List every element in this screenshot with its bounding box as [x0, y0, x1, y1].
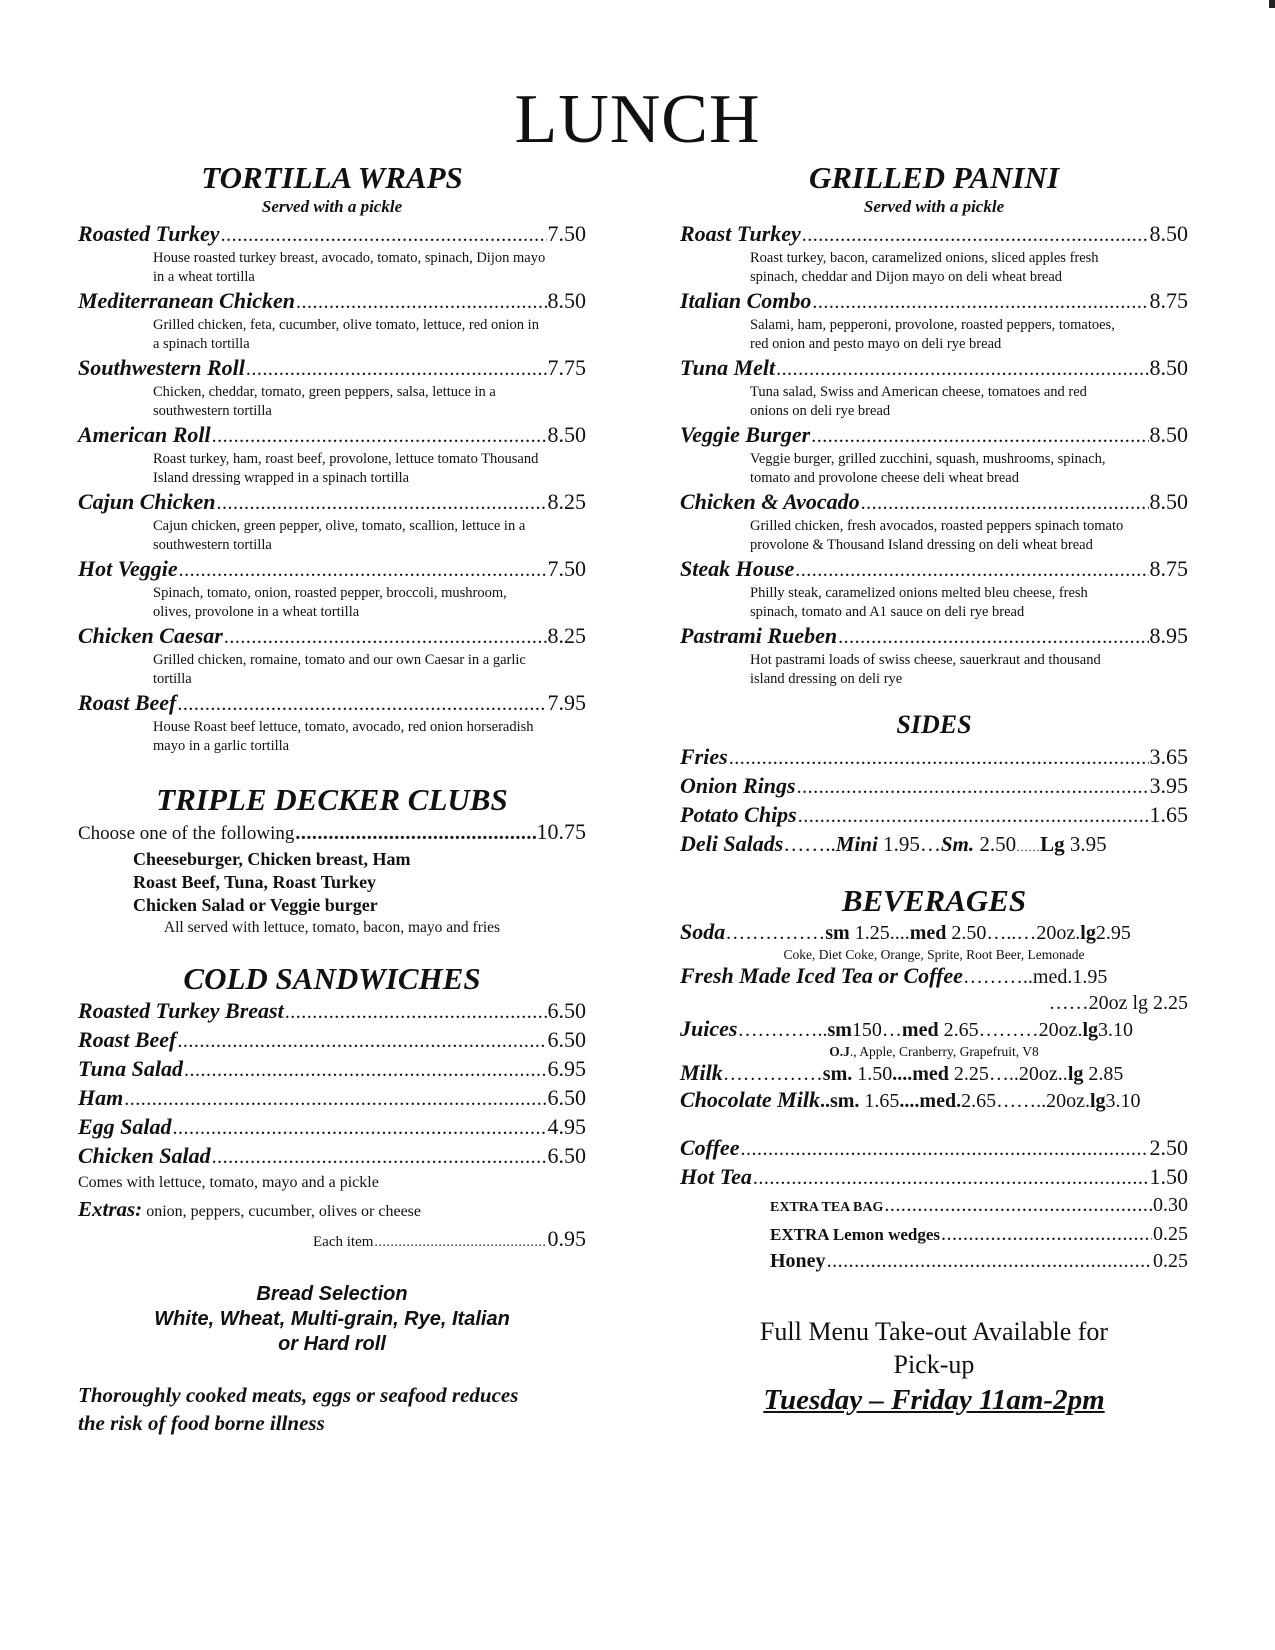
dot-leader: [224, 623, 547, 651]
menu-item: [680, 772, 1188, 801]
item-name: Fresh Made Iced Tea or Coffee: [680, 963, 963, 988]
item-description: House Roast beef lettuce, tomato, avocado, red onion horseradish mayo in a garlic tortilla: [153, 719, 534, 754]
item-price: 1.50: [1149, 1164, 1188, 1189]
clubs-option-line: Cheeseburger, Chicken breast, Ham: [133, 849, 411, 869]
dot-leader: [884, 1192, 1152, 1219]
dot-leader: [802, 221, 1149, 249]
item-description: Roast turkey, bacon, caramelized onions, sliced apples fresh spinach, cheddar and Dijon mayo on deli wheat bread: [750, 250, 1099, 285]
size-price: med.1.95: [1032, 966, 1108, 988]
tortilla-wraps-section: [78, 160, 586, 756]
item-description: Cajun chicken, green pepper, olive, tomato, scallion, lettuce in a southwestern tortilla: [153, 518, 526, 553]
juice-flavor-list: ., Apple, Cranberry, Grapefruit, V8: [849, 1044, 1039, 1059]
honey-row: [680, 1248, 1188, 1275]
item-name: Tuna Melt: [680, 355, 776, 380]
item-description: Hot pastrami loads of swiss cheese, sauerkraut and thousand island dressing on deli rye: [750, 652, 1101, 687]
item-name: Egg Salad: [78, 1114, 172, 1139]
item-name: Ham: [78, 1085, 124, 1110]
item-description: Grilled chicken, fresh avocados, roasted peppers spinach tomato provolone & Thousand Island dressing on deli wheat bread: [750, 518, 1124, 553]
item-price: 8.50: [1149, 221, 1188, 246]
size-price: 150: [851, 1019, 882, 1041]
size-label: lg: [1067, 1063, 1084, 1085]
warning-line: Thoroughly cooked meats, eggs or seafood reduces: [78, 1383, 519, 1407]
takeout-line: Full Menu Take-out Available for: [759, 1317, 1109, 1346]
item-name: Chicken & Avocado: [680, 489, 860, 514]
chocolate-milk-row: Chocolate Milk..sm. 1.65....med.2.65……..20oz.lg3.10: [680, 1087, 1141, 1112]
item-price: 6.50: [547, 998, 586, 1023]
item-name: Veggie Burger: [680, 422, 811, 447]
size-label: lg: [1080, 922, 1096, 944]
size-price: 3.95: [1069, 832, 1107, 856]
takeout-hours: Tuesday – Friday 11am-2pm: [763, 1384, 1105, 1416]
size-price: 1.95: [883, 832, 920, 856]
spacer: [680, 861, 1188, 883]
item-name: Chicken Caesar: [78, 623, 223, 648]
dot-leader: [838, 623, 1148, 651]
size-label: Mini: [835, 832, 878, 856]
item-name: Mediterranean Chicken: [78, 288, 295, 313]
item-name: Pastrami Rueben: [680, 623, 838, 648]
item-price: 7.50: [547, 221, 586, 246]
dot-leader: [795, 556, 1148, 584]
menu-item: [78, 1026, 586, 1055]
item-price: 8.50: [1149, 422, 1188, 447]
clubs-price: 10.75: [536, 819, 586, 844]
size-price: 2.65: [943, 1019, 979, 1041]
left-column: [78, 160, 586, 1437]
dot-leader: [374, 1230, 546, 1256]
cold-sandwiches-section: [78, 961, 586, 1256]
section-heading: TORTILLA WRAPS: [201, 160, 463, 195]
bread-options-line: White, Wheat, Multi-grain, Rye, Italian: [154, 1308, 510, 1330]
item-description: House roasted turkey breast, avocado, tomato, spinach, Dijon mayo in a wheat tortilla: [153, 250, 546, 285]
size-label: sm.: [822, 1063, 853, 1085]
size-price: 2.25: [953, 1063, 989, 1085]
item-description: Salami, ham, pepperoni, provolone, roasted peppers, tomatoes, red onion and pesto mayo on deli rye bread: [750, 317, 1115, 352]
item-name: Juices: [680, 1016, 738, 1041]
size-label: sm.: [829, 1090, 860, 1112]
item-price: 0.30: [1153, 1194, 1188, 1216]
menu-item: [680, 555, 1188, 622]
extra-tea-bag-row: [680, 1192, 1188, 1221]
item-name: Deli Salads: [680, 831, 784, 856]
spacer: [78, 1357, 586, 1381]
size-price: 1.25: [854, 922, 890, 944]
item-name: Onion Rings: [680, 773, 796, 798]
item-price: 4.95: [547, 1114, 586, 1139]
menu-item: [78, 1084, 586, 1113]
section-subheading: Served with a pickle: [261, 197, 403, 216]
item-name: Roast Turkey: [680, 221, 801, 246]
dot-leader: [179, 556, 547, 584]
spacer: [680, 1114, 1188, 1134]
milk-row: Milk……………sm. 1.50....med 2.25…..20oz..lg 2.85: [680, 1060, 1124, 1085]
item-name: Roasted Turkey Breast: [78, 998, 284, 1023]
item-price: 6.50: [547, 1143, 586, 1168]
menu-item: [680, 421, 1188, 488]
beverages-section: [680, 883, 1188, 1275]
menu-item: [78, 220, 586, 287]
item-name: Italian Combo: [680, 288, 812, 313]
dot-leader: [124, 1085, 546, 1113]
menu-item: [680, 488, 1188, 555]
item-price: 6.50: [547, 1085, 586, 1110]
bread-selection: [78, 1282, 586, 1357]
bread-options-line: or Hard roll: [278, 1333, 386, 1355]
soda-flavors: Coke, Diet Coke, Orange, Sprite, Root Beer, Lemonade: [783, 947, 1085, 962]
dot-leader: [296, 288, 547, 316]
spacer: [680, 689, 1188, 707]
item-name: Chicken Salad: [78, 1143, 211, 1168]
bread-heading: Bread Selection: [256, 1283, 408, 1305]
item-price: 8.50: [547, 288, 586, 313]
item-name: Tuna Salad: [78, 1056, 183, 1081]
soda-row: Soda……………sm 1.25....med 2.50…..…20oz.lg2.95: [680, 919, 1131, 944]
section-heading: BEVERAGES: [841, 883, 1027, 918]
item-name: EXTRA Lemon wedges: [770, 1225, 941, 1244]
menu-item: [78, 1055, 586, 1084]
menu-item: [680, 220, 1188, 287]
dot-leader: [827, 1248, 1152, 1275]
menu-item: [680, 287, 1188, 354]
size-label: sm: [827, 1019, 852, 1041]
clubs-option-line: Chicken Salad or Veggie burger: [133, 895, 378, 915]
item-price: 8.25: [547, 623, 586, 648]
size-label: med.: [919, 1090, 962, 1112]
size-price: 3.10: [1098, 1019, 1134, 1041]
clubs-note: All served with lettuce, tomato, bacon, mayo and fries: [163, 919, 501, 936]
spacer: [78, 1256, 586, 1282]
dot-leader: [173, 1114, 547, 1142]
size-price: 2.85: [1088, 1063, 1124, 1085]
spacer: [680, 1275, 1188, 1315]
size-prefix: 20oz.: [1036, 922, 1081, 944]
item-name: Steak House: [680, 556, 795, 581]
triple-decker-clubs-section: [78, 782, 586, 939]
dot-leader: [797, 774, 1149, 801]
menu-item: [78, 488, 586, 555]
size-label: med: [901, 1019, 939, 1041]
item-name: Potato Chips: [680, 802, 797, 827]
item-name: Hot Tea: [680, 1164, 752, 1189]
section-heading: TRIPLE DECKER CLUBS: [156, 782, 508, 817]
menu-item: [78, 287, 586, 354]
menu-item: [78, 1142, 586, 1171]
dot-leader: [753, 1165, 1149, 1192]
item-description: Tuna salad, Swiss and American cheese, tomatoes and red onions on deli rye bread: [750, 384, 1087, 419]
coffee-row: [680, 1134, 1188, 1163]
dot-leader: [729, 745, 1149, 772]
dot-leader: [740, 1136, 1148, 1163]
item-name: Roast Beef: [78, 690, 177, 715]
dot-leader: [217, 489, 547, 517]
dot-leader: [177, 690, 546, 718]
item-price: 8.50: [1149, 355, 1188, 380]
size-label: lg: [1082, 1019, 1099, 1041]
clubs-option-line: Roast Beef, Tuna, Roast Turkey: [133, 872, 377, 892]
item-price: 8.50: [547, 422, 586, 447]
menu-item: [78, 555, 586, 622]
item-description: Veggie burger, grilled zucchini, squash, mushrooms, spinach, tomato and provolone cheese deli wheat bread: [750, 451, 1106, 486]
juices-row: Juices…………..sm150…med 2.65………20oz.lg3.10: [680, 1016, 1134, 1041]
item-description: Roast turkey, ham, roast beef, provolone, lettuce tomato Thousand Island dressing wrapped in a spinach tortilla: [153, 451, 539, 486]
cold-sandwich-note: Comes with lettuce, tomato, mayo and a pickle: [78, 1174, 379, 1191]
menu-item: [78, 421, 586, 488]
item-price: 1.65: [1149, 802, 1188, 827]
dot-leader: [861, 489, 1149, 517]
hot-tea-row: [680, 1163, 1188, 1192]
item-price: 6.95: [547, 1056, 586, 1081]
menu-item: [680, 354, 1188, 421]
extras-label: Extras:: [78, 1197, 143, 1221]
dot-leader: [212, 1143, 547, 1171]
dot-leader: [811, 422, 1148, 450]
size-label: Sm.: [940, 832, 975, 856]
dot-leader: [285, 998, 547, 1026]
item-name: EXTRA TEA BAG: [770, 1200, 884, 1215]
dot-leader: [184, 1056, 547, 1084]
item-price: 8.25: [547, 489, 586, 514]
item-price: 3.65: [1149, 744, 1188, 769]
item-name: Milk: [680, 1060, 723, 1085]
item-description: Grilled chicken, romaine, tomato and our own Caesar in a garlic tortilla: [153, 652, 526, 687]
dot-leader: [941, 1221, 1152, 1248]
dot-leader: [177, 1027, 546, 1055]
item-price: 8.75: [1149, 556, 1188, 581]
item-price: 8.50: [1149, 489, 1188, 514]
page-title: LUNCH: [514, 81, 761, 158]
juice-flavors: [680, 1043, 1188, 1060]
takeout-info: [680, 1315, 1188, 1419]
size-price: 2.95: [1095, 922, 1131, 944]
clubs-choose-label: Choose one of the following: [78, 823, 295, 844]
grilled-panini-section: [680, 160, 1188, 689]
deli-salads-row: Deli Salads……..Mini 1.95…Sm. 2.50……Lg 3.95: [680, 831, 1107, 856]
item-name: Hot Veggie: [78, 556, 178, 581]
size-prefix: 20oz.: [1038, 1019, 1083, 1041]
size-price: 1.50: [857, 1063, 893, 1085]
item-name: Roasted Turkey: [78, 221, 220, 246]
extras-line: [78, 1195, 586, 1226]
size-price: 3.10: [1105, 1090, 1141, 1112]
size-price: 2.50: [979, 832, 1017, 856]
item-name: Southwestern Roll: [78, 355, 245, 380]
section-heading: COLD SANDWICHES: [183, 961, 481, 996]
spacer: [78, 939, 586, 961]
scan-corner-mark: [1269, 0, 1275, 8]
size-label: med: [912, 1063, 949, 1085]
size-prefix: 20oz.: [1046, 1090, 1090, 1112]
size-label: med: [909, 922, 947, 944]
item-price: 7.50: [547, 556, 586, 581]
item-price: 0.25: [1153, 1223, 1188, 1245]
juice-flavor-bold: O.J: [829, 1044, 850, 1059]
size-label: lg: [1089, 1090, 1106, 1112]
item-price: 6.50: [547, 1027, 586, 1052]
item-name: Roast Beef: [78, 1027, 177, 1052]
menu-item: [78, 1113, 586, 1142]
item-description: Spinach, tomato, onion, roasted pepper, broccoli, mushroom, olives, provolone in a wheat tortilla: [153, 585, 507, 620]
each-item-row: [78, 1226, 586, 1256]
dot-leader: [212, 422, 547, 450]
item-price: 8.75: [1149, 288, 1188, 313]
item-name: American Roll: [78, 422, 211, 447]
extra-lemon-row: [680, 1221, 1188, 1248]
item-name: Chocolate Milk: [680, 1087, 820, 1112]
item-description: Chicken, cheddar, tomato, green peppers, salsa, lettuce in a southwestern tortilla: [153, 384, 496, 419]
item-name: Fries: [680, 744, 728, 769]
size-price: 2.65: [961, 1090, 997, 1112]
iced-tea-row: Fresh Made Iced Tea or Coffee………..med.1.95: [680, 963, 1108, 988]
item-name: Soda: [680, 919, 726, 944]
takeout-line: Pick-up: [893, 1350, 975, 1379]
sides-section: [680, 707, 1188, 861]
item-price: 3.95: [1149, 773, 1188, 798]
size-label: Lg: [1040, 832, 1065, 856]
menu-item: [78, 622, 586, 689]
menu-item: [680, 743, 1188, 772]
dot-leader: [798, 803, 1149, 830]
size-price: 2.50: [951, 922, 987, 944]
dot-leader: [246, 355, 547, 383]
size-label: sm: [825, 922, 850, 944]
spacer: [78, 756, 586, 782]
item-price: 8.95: [1149, 623, 1188, 648]
extras-text: onion, peppers, cucumber, olives or cheese: [146, 1203, 422, 1220]
warning-line: the risk of food borne illness: [78, 1411, 325, 1435]
item-price: 2.50: [1149, 1135, 1188, 1160]
item-name: Cajun Chicken: [78, 489, 216, 514]
item-price: 0.25: [1153, 1250, 1188, 1272]
each-item-label: Each item: [313, 1234, 374, 1250]
dot-leader: [221, 221, 547, 249]
size-prefix: 20oz..: [1018, 1063, 1068, 1085]
item-name: Coffee: [680, 1135, 740, 1160]
menu-item: [680, 622, 1188, 689]
item-price: 7.75: [547, 355, 586, 380]
dot-leader: [812, 288, 1148, 316]
each-item-price: 0.95: [547, 1226, 586, 1251]
item-description: Philly steak, caramelized onions melted bleu cheese, fresh spinach, tomato and A1 sauce on deli rye bread: [750, 585, 1088, 620]
item-description: Grilled chicken, feta, cucumber, olive tomato, lettuce, red onion in a spinach tortilla: [153, 317, 539, 352]
section-heading: GRILLED PANINI: [808, 160, 1060, 195]
menu-item: [680, 801, 1188, 830]
size-price: 20oz lg 2.25: [1088, 992, 1188, 1014]
menu-item: [78, 689, 586, 756]
item-price: 7.95: [547, 690, 586, 715]
dot-leader: [776, 355, 1148, 383]
menu-item: [78, 997, 586, 1026]
food-safety-warning: [78, 1381, 586, 1437]
right-column: [680, 160, 1188, 1419]
section-heading: SIDES: [896, 710, 972, 739]
dot-leader: [295, 819, 535, 847]
item-name: Honey: [770, 1250, 826, 1272]
iced-tea-large-row: ……20oz lg 2.25: [1048, 992, 1188, 1014]
size-price: 1.65: [864, 1090, 900, 1112]
section-subheading: Served with a pickle: [863, 197, 1005, 216]
menu-item: [78, 354, 586, 421]
